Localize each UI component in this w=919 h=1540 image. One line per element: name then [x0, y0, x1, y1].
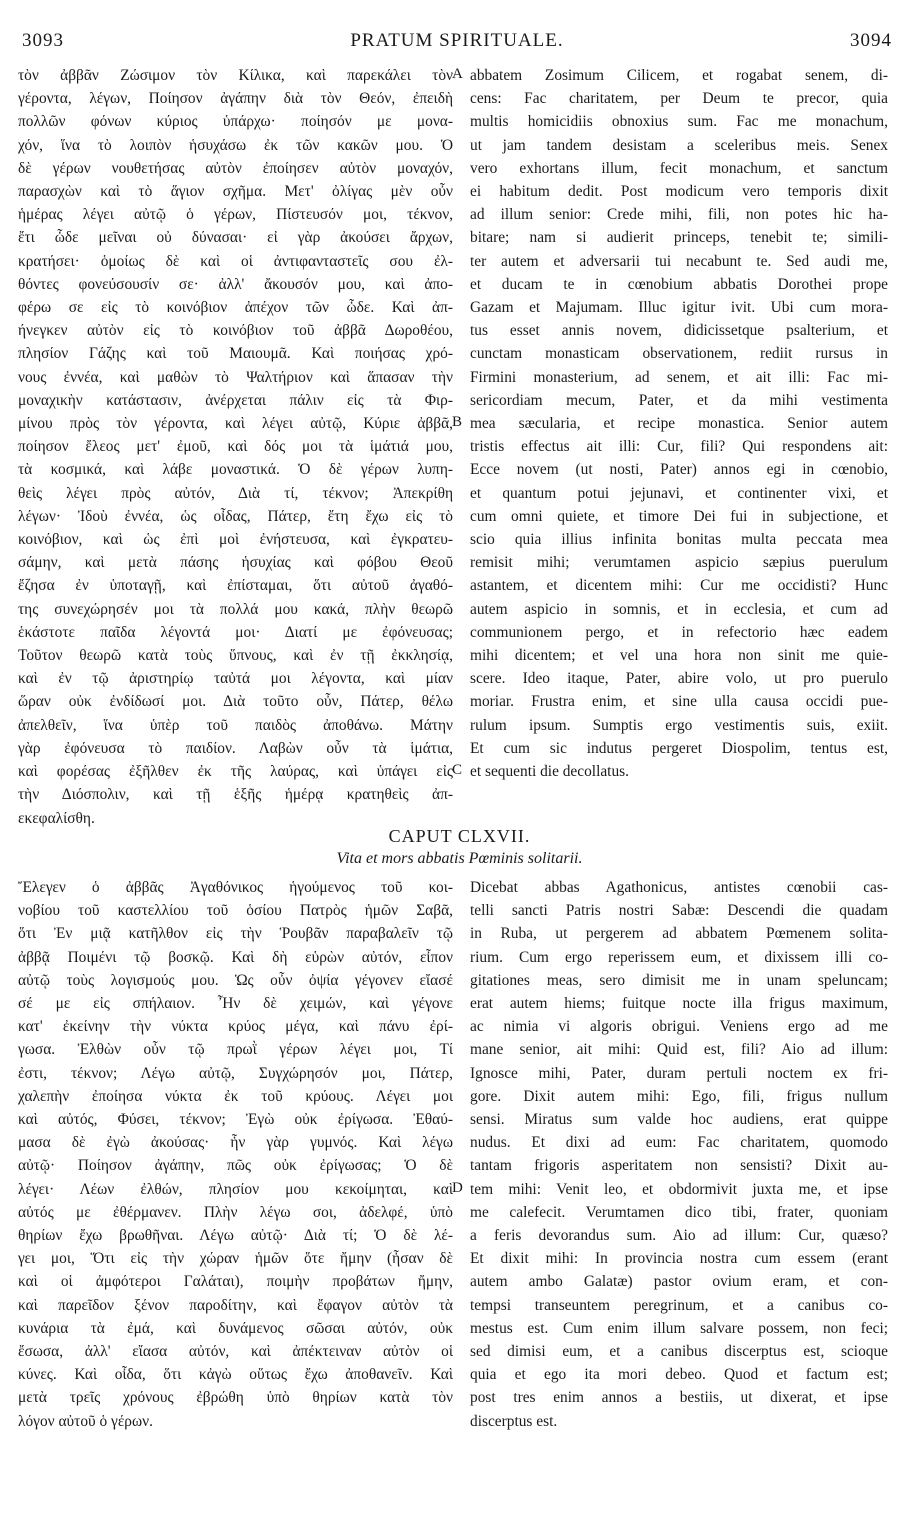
greek-text-line: λέγει· Λέων ἐλθών, πλησίον μου κεκοίμηται, καὶ	[18, 1180, 453, 1198]
margin-letter-d: D	[452, 1180, 463, 1196]
greek-text-line: θόντες φονεύσουσίν σε· ἀλλ' ἄκουσόν μου, καὶ ἀπο-	[18, 275, 453, 293]
latin-text-line: Dicebat abbas Agathonicus, antistes cœnobii cas-	[470, 879, 888, 896]
greek-text-line: χόν, ἵνα τὸ λοιπὸν ἡσυχάσω ἐκ τῶν κακῶν μου. Ὁ	[18, 136, 453, 154]
greek-text-line: τὰ κοσμικά, καὶ λάβε μοναστικά. Ὁ δὲ γέρων λυπη-	[18, 461, 453, 479]
latin-text-line: abbatem Zosimum Cilicem, et rogabat senem, di-	[470, 67, 888, 84]
latin-text-line: cunctam monasticam observationem, rediit rursus in	[470, 345, 888, 363]
latin-text-line: ad illum senior: Crede mihi, fili, non potes hic ha-	[470, 206, 888, 224]
latin-text-line: gitationes meas, sero dimisit me in unam speluncam;	[470, 971, 888, 989]
greek-text-line: ἔσωσα, ἀλλ' εἴασα αὐτόν, καὶ ἀπέκτειναν αὐτὸν οἱ	[18, 1343, 453, 1361]
greek-text-line: ἡμέρας λέγει αὐτῷ ὁ γέρων, Πίστευσόν μοι, τέκνον,	[18, 206, 453, 224]
latin-text-line: et sequenti die decollatus.	[470, 763, 629, 781]
latin-text-line: sensi. Miratus sum valde hoc audiens, erat quippe	[470, 1111, 888, 1129]
latin-text-line: et ducam te in cœnobium abbatis Dorothei prope	[470, 275, 888, 293]
latin-text-line: Ignosce mihi, Pater, duram pertuli noctem ex fri-	[470, 1064, 888, 1082]
greek-text-line: καὶ αὐτός, Φύσει, τέκνον; Ἐγὼ οὐκ ἐρίγωσα. Ἐθαύ-	[18, 1111, 453, 1129]
latin-text-line: ei habitum dedit. Post modicum vero temporis dixit	[470, 183, 888, 201]
greek-text-line: νοβίου τοῦ καστελλίου τοῦ ὁσίου Πατρὸς ἡμῶν Σαβᾶ,	[18, 902, 453, 920]
greek-text-line: καὶ παρεῖδον ξένον παροδίτην, καὶ ἔφαγον αὐτὸν τὰ	[18, 1296, 453, 1314]
greek-text-line: ἀββᾷ Ποιμένι τῷ βοσκῷ. Καὶ δὴ εὑρὼν αὐτόν, εἶπον	[18, 948, 453, 966]
latin-text-line: quia et ego ita mori debeo. Quod et factum est;	[470, 1366, 888, 1384]
greek-text-line: κυνάρια τὰ ἐμά, καὶ δυνάμενος σῶσαι αὐτόν, οὐκ	[18, 1319, 453, 1337]
greek-text-line: γει μοι, Ὅτι εἰς τὴν χώραν ἡμῶν ὅτε ἤμην (ἦσαν δὲ	[18, 1250, 453, 1268]
greek-text-line: λέγων· Ἰδοὺ ἐννέα, ὡς οἶδας, Πάτερ, ἔτη ἔχω εἰς τὸ	[18, 507, 453, 525]
greek-text-line: μασα δὲ ἐγὼ ἀκούσας· ἦν γὰρ γυμνός. Καὶ λέγω	[18, 1134, 453, 1152]
latin-text-line: sericordiam mecum, Pater, et da mihi vestimenta	[470, 391, 888, 409]
greek-text-line: κοινόβιον, καὶ ὡς ἐπὶ μοὶ ἐνήστευσα, καὶ ἐγκρατευ-	[18, 531, 453, 549]
greek-text-line: ἑκάστοτε παῖδα λέγοντά μοι· Διατί με ἐφόνευσας;	[18, 623, 453, 641]
latin-text-line: Gazam et Majumam. Illuc igitur ivit. Ubi cum mora-	[470, 299, 888, 317]
greek-text-line: μίνου πρὸς τὸν γέροντα, καὶ λέγει αὐτῷ, Κύριε ἀββᾶ,	[18, 415, 453, 433]
latin-text-line: mestus est. Cum enim illum salvare possem, non feci;	[470, 1319, 888, 1337]
greek-text-line: τὴν Διόσπολιν, καὶ τῇ ἑξῆς ἡμέρᾳ κρατηθεὶς ἀπ-	[18, 786, 453, 804]
latin-text-line: post tres enim annos a bestiis, ut dixerat, et ipse	[470, 1389, 888, 1407]
greek-text-line: αὐτός με ἐθέρμανεν. Πλὴν λέγω σοι, ἀδελφέ, ὑπὸ	[18, 1203, 453, 1221]
margin-letter-b: B	[452, 414, 463, 430]
latin-text-line: vero exhortans illum, fecit monachum, et sanctum	[470, 159, 888, 177]
greek-text-line: Τοῦτον θεωρῶ κατὰ τοὺς ὕπνους, καὶ ἐν τῇ ἐκκλησίᾳ,	[18, 647, 453, 665]
greek-text-line: ήνεγκεν αὐτὸν εἰς τὸ κοινόβιον τοῦ ἀββᾶ Δωροθέου,	[18, 322, 453, 340]
greek-text-line: χαλεπὴν ἐποίησα νύκτα ἐκ τοῦ κρύους. Λέγει μοι	[18, 1087, 453, 1105]
latin-text-line: sed dimisi eum, et a canibus discerptus est, scioque	[470, 1343, 888, 1361]
greek-text-line: σέ με εἰς σπήλαιον. Ἦν δὲ χειμών, καὶ γέγονε	[18, 995, 453, 1013]
margin-letter-c: C	[452, 762, 463, 778]
latin-text-line: communionem pergo, et in refectorio hæc eadem	[470, 623, 888, 641]
greek-text-line: της συνεχώρησέν μοι τὰ πολλά μου κακά, πλὴν θεωρῶ	[18, 600, 453, 618]
latin-text-line: autem ambo Galatæ) pastor ovium eram, et con-	[470, 1273, 888, 1291]
greek-text-line: πολλῶν φόνων κύριος ὑπάρχω· ποίησόν με μονα-	[18, 113, 453, 131]
latin-text-line: mihi dicentem; et vel una hora non sinit me quie-	[470, 647, 888, 665]
greek-text-line: Ἔλεγεν ὁ ἀββᾶς Ἀγαθόνικος ἡγούμενος τοῦ κοι-	[18, 879, 453, 896]
latin-text-line: moriar. Frustra enim, et sine ulla causa occidi pue-	[470, 693, 888, 711]
greek-text-line: κύνες. Καὶ οἶδα, ὅτι κἀγὼ οὕτως ἔχω ἀποθανεῖν. Καὶ	[18, 1366, 453, 1384]
greek-text-column-bottom	[18, 876, 453, 1433]
latin-text-column-top	[470, 64, 888, 783]
page-header	[22, 30, 892, 56]
latin-text-line: nudus. Et dixi ad eum: Fac charitatem, quomodo	[470, 1134, 888, 1152]
latin-text-line: tantam frigoris asperitatem non sensisti? Dixit au-	[470, 1157, 888, 1175]
greek-text-column-top	[18, 64, 453, 830]
latin-text-line: bitare; nam si audierit princeps, tenebit te; simili-	[470, 229, 888, 247]
latin-text-line: mane senior, ait mihi: Quid est, fili? Aio ad illum:	[470, 1041, 888, 1059]
latin-text-line: me calefecit. Verumtamen dico tibi, frater, quoniam	[470, 1203, 888, 1221]
greek-text-line: λόγον αὐτοῦ ὁ γέρων.	[18, 1412, 153, 1430]
latin-text-line: Et dixit mihi: In provincia nostra cum essem (erant	[470, 1250, 888, 1268]
greek-text-line: καὶ οἱ ἀμφότεροι Γαλάται), ποιμὴν προβάτων ἤμην,	[18, 1273, 453, 1291]
greek-text-line: εκεφαλίσθη.	[18, 809, 95, 827]
greek-text-line: ἐστι, τέκνον; Λέγω αὐτῷ, Συγχώρησόν μοι, Πάτερ,	[18, 1064, 453, 1082]
latin-text-line: Et cum sic indutus pergeret Diospolim, tentus est,	[470, 739, 888, 757]
latin-text-line: tristis effectus ait illi: Cur, fili? Qui respondens ait:	[470, 438, 888, 456]
greek-text-line: καὶ ἐν τῷ ἀριστηρίῳ ταὐτά μοι λέγοντα, καὶ μίαν	[18, 670, 453, 688]
greek-text-line: αὐτῷ τοὺς λογισμούς μου. Ὡς οὖν ὀψία γέγονεν εἴασέ	[18, 971, 453, 989]
page-number-left: 3093	[22, 30, 64, 51]
greek-text-line: πλησίον Γάζης καὶ τοῦ Μαιουμᾶ. Καὶ ποιήσας χρό-	[18, 345, 453, 363]
latin-text-line: telli sancti Patris nostri Sabæ: Descendi die quadam	[470, 902, 888, 920]
margin-letter-a: A	[452, 66, 463, 82]
latin-text-line: ac nimia vi algoris obrigui. Veniens ergo ad me	[470, 1018, 888, 1036]
greek-text-line: γέροντα, λέγων, Ποίησον ἀγάπην διὰ τὸν Θεόν, ἐπειδὴ	[18, 90, 453, 108]
latin-text-line: cum omni quiete, et timore Dei fui in subjectione, et	[470, 507, 888, 525]
greek-text-line: τὸν ἀββᾶν Ζώσιμον τὸν Κίλικα, καὶ παρεκάλει τὸν	[18, 67, 453, 84]
greek-text-line: θεὶς λέγει πρὸς αὐτόν, Διὰ τί, τέκνον; Ἀπεκρίθη	[18, 484, 453, 502]
latin-text-line: in Ruba, ut pergerem ad abbatem Pœmenem solita-	[470, 925, 888, 943]
greek-text-line: ὥραν οὐκ ἐνδίδωσί μοι. Διὰ τοῦτο οὖν, Πάτερ, θέλω	[18, 693, 453, 711]
latin-text-line: tem mihi: Venit leo, et obdormivit juxta me, et ipse	[470, 1180, 888, 1198]
latin-text-line: cens: Fac charitatem, per Deum te precor, quia	[470, 90, 888, 108]
latin-text-line: erat autem hiems; fuitque nocte illa frigus maximum,	[470, 995, 888, 1013]
latin-text-line: scere. Ideo itaque, Pater, abire volo, ut pro puerulo	[470, 670, 888, 688]
greek-text-line: παρασχὼν καὶ τὸ ἅγιον σχῆμα. Μετ' ὀλίγας μὲν οὖν	[18, 183, 453, 201]
latin-text-line: rium. Cum ergo reperissem eum, et dixissem illi co-	[470, 948, 888, 966]
latin-text-line: discerptus est.	[470, 1412, 558, 1430]
greek-text-line: γὰρ ἐφόνευσα τὸ παιδίον. Λαβὼν οὖν τὰ ἱμάτια,	[18, 739, 453, 757]
latin-text-line: remisit mihi; verumtamen aspicio sæpius puerulum	[470, 554, 888, 572]
greek-text-line: ἀπελθεῖν, ἵνα ὑπὲρ τοῦ παιδὸς ἀποθάνω. Μάτην	[18, 716, 453, 734]
greek-text-line: μοναχικὴν κατάστασιν, ἀνέρχεται πάλιν εἰς τὰ Φιρ-	[18, 391, 453, 409]
running-title: PRATUM SPIRITUALE.	[350, 30, 564, 51]
latin-text-line: gore. Dixit autem mihi: Ego, fili, frigus nullum	[470, 1087, 888, 1105]
latin-text-line: ut jam tandem desistam a sceleribus meis. Senex	[470, 136, 888, 154]
greek-text-line: ἔτι ὧδε μεῖναι οὐ δύνασαι· εἰ γὰρ ἀκούσει ἄρχων,	[18, 229, 453, 247]
page-number-right: 3094	[850, 30, 892, 51]
greek-text-line: σάμην, καὶ μετὰ πάσης ἡσυχίας καὶ φόβου Θεοῦ	[18, 554, 453, 572]
greek-text-line: νους ἐννέα, καὶ μαθὼν τὸ Ψαλτήριον καὶ ἅπασαν τὴν	[18, 368, 453, 386]
latin-text-line: multis homicidiis obnoxius sum. Fac me monachum,	[470, 113, 888, 131]
latin-text-line: astantem, et dicentem mihi: Cur me occidisti? Hunc	[470, 577, 888, 595]
greek-text-line: γωσα. Ἐλθὼν οὖν τῷ πρωῒ γέρων λέγει μοι, Τί	[18, 1041, 453, 1059]
greek-text-line: ποίησον ἔλεος μετ' ἐμοῦ, καὶ δός μοι τὰ ἱμάτιά μου,	[18, 438, 453, 456]
latin-text-column-bottom	[470, 876, 888, 1433]
greek-text-line: φέρω σε εἰς τὸ κοινόβιον ἀπέχον τῶν ὧδε. Καὶ ἀπ-	[18, 299, 453, 317]
latin-text-line: rulum ipsum. Sumptis ergo vestimentis suis, exiit.	[470, 716, 888, 734]
greek-text-line: θηρίων ἔχω βρωθῆναι. Λέγω αὐτῷ· Διὰ τί; Ὁ δὲ λέ-	[18, 1227, 453, 1245]
greek-text-line: κατ' ἐκείνην τὴν νύκτα κρύος μέγα, καὶ πάνυ ἐρί-	[18, 1018, 453, 1036]
greek-text-line: μετὰ τρεῖς χρόνους ἐβρώθη ὑπὸ θηρίων κατὰ τὸν	[18, 1389, 453, 1407]
latin-text-line: scio quia illius infinita bonitas multa peccata mea	[470, 531, 888, 549]
latin-text-line: Firmini monasterium, ad senem, et ait illi: Fac mi-	[470, 368, 888, 386]
latin-text-line: Ecce novem (ut nosti, Pater) annos egi in cœnobio,	[470, 461, 888, 479]
greek-text-line: ὅτι Ἐν μιᾷ κατῆλθον εἰς τὴν Ῥουβᾶν παραβαλεῖν τῷ	[18, 925, 453, 943]
greek-text-line: κρατήσει· ὁμοίως δὲ καὶ οἱ ἀντιφανταστεῖς σου ἐλ-	[18, 252, 453, 270]
greek-text-line: δὲ γέρων νουθετήσας αὐτὸν ἐποίησεν αὐτὸν μοναχόν,	[18, 159, 453, 177]
latin-text-line: tus esset annis novem, didicissetque psalterium, et	[470, 322, 888, 340]
latin-text-line: ter autem et adversarii tui necabunt te. Sed audi me,	[470, 252, 888, 270]
greek-text-line: καὶ φορέσας ἐξῆλθεν ἐκ τῆς λαύρας, καὶ ὑπάγει εἰς	[18, 763, 453, 781]
latin-text-line: mea sæcularia, et recipe monastica. Senior autem	[470, 415, 888, 433]
latin-text-line: a feris devorandus sum. Aio ad illum: Cur, quæso?	[470, 1227, 888, 1245]
chapter-title: CAPUT CLXVII.	[388, 826, 531, 846]
latin-text-line: tempsi transeuntem peregrinum, et a canibus co-	[470, 1296, 888, 1314]
chapter-subtitle: Vita et mors abbatis Pœminis solitarii.	[336, 850, 583, 867]
greek-text-line: αὐτῷ· Ποίησον ἀγάπην, πῶς οὐκ ἐρίγωσας; Ὁ δὲ	[18, 1157, 453, 1175]
latin-text-line: autem aspicio in somnis, et in ecclesia, et cum ad	[470, 600, 888, 618]
greek-text-line: ἔζησα ἐν ὑποταγῇ, καὶ ἐπίσταμαι, ὅτι αὐτοῦ ἀγαθό-	[18, 577, 453, 595]
latin-text-line: et quantum potui jejunavi, et continenter vixi, et	[470, 484, 888, 502]
